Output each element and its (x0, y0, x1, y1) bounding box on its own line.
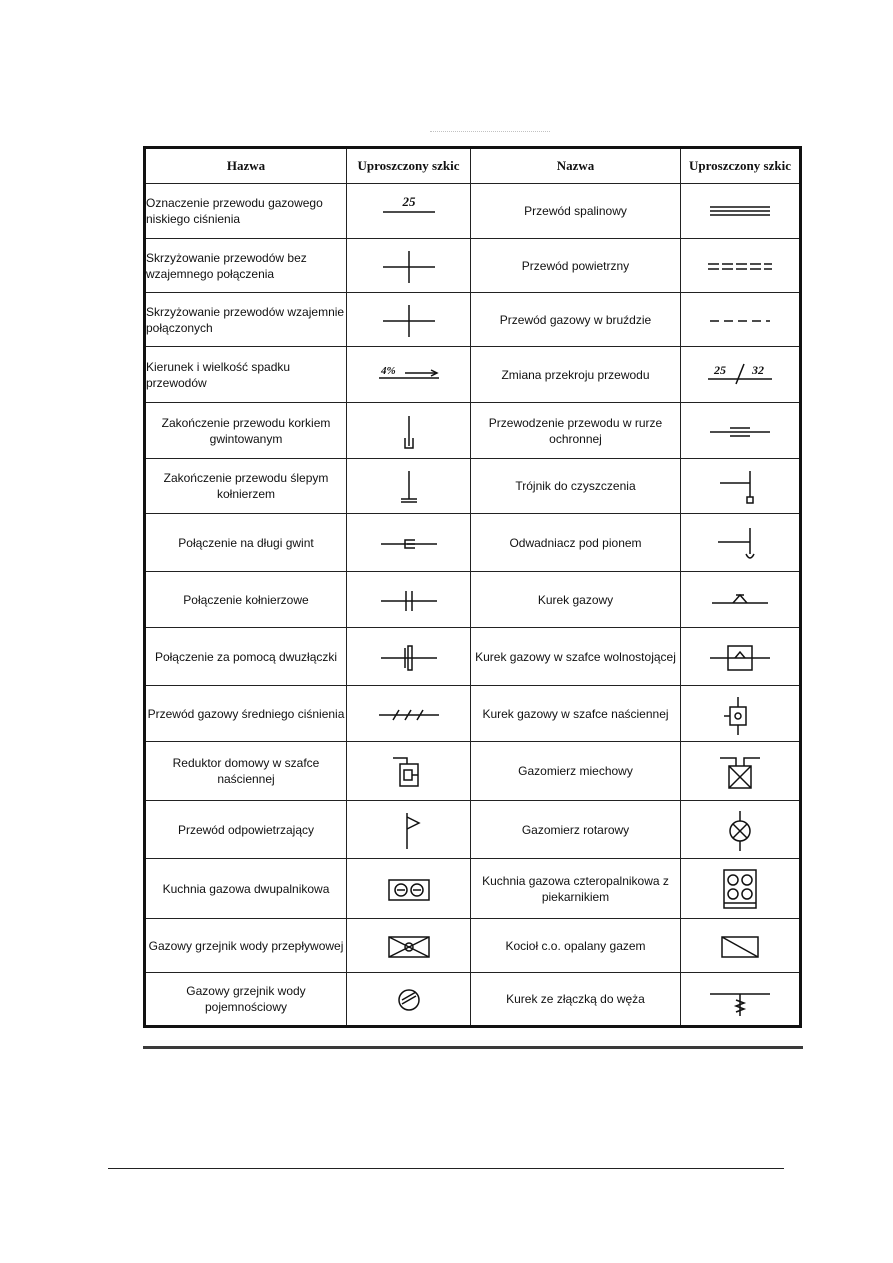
row-name-right: Przewód powietrzny (471, 239, 681, 293)
row-symbol-left (347, 459, 471, 514)
row-name-left: Reduktor domowy w szafce naściennej (145, 742, 347, 801)
header-name-left: Hazwa (145, 148, 347, 184)
double-dashed-line-symbol (700, 243, 780, 289)
drain-trap-symbol (700, 520, 780, 566)
cross-symbol (369, 297, 449, 343)
table-row (145, 403, 801, 459)
row-name-right: Kurek ze złączką do węża (471, 973, 681, 1027)
slope-arrow-symbol (369, 352, 449, 398)
row-name-right: Odwadniacz pod pionem (471, 514, 681, 572)
flow-water-heater-symbol (369, 923, 449, 969)
row-symbol-right (681, 293, 801, 347)
symbol-label: 25 (714, 362, 726, 377)
row-symbol-left (347, 973, 471, 1027)
reducer-cabinet-symbol (369, 748, 449, 794)
diameter-change-symbol (700, 352, 780, 398)
table-header-row (145, 148, 801, 184)
row-symbol-left (347, 239, 471, 293)
protective-sleeve-symbol (700, 408, 780, 454)
row-symbol-left (347, 686, 471, 742)
row-name-right: Gazomierz miechowy (471, 742, 681, 801)
table-row (145, 973, 801, 1027)
row-name-right: Kurek gazowy w szafce naściennej (471, 686, 681, 742)
row-symbol-right (681, 859, 801, 919)
row-symbol-right (681, 403, 801, 459)
row-symbol-right (681, 184, 801, 239)
table-row (145, 184, 801, 239)
table-row (145, 239, 801, 293)
table-row (145, 686, 801, 742)
row-symbol-right (681, 239, 801, 293)
vent-flag-symbol (369, 807, 449, 853)
row-symbol-left (347, 293, 471, 347)
table-row (145, 459, 801, 514)
table-shadow (143, 1046, 803, 1049)
row-name-right: Kurek gazowy w szafce wolnostojącej (471, 628, 681, 686)
cleaning-tee-symbol (700, 463, 780, 509)
symbol-label: 25 (402, 194, 415, 209)
header-sketch-left: Uproszczony szkic (347, 148, 471, 184)
table-row (145, 859, 801, 919)
row-symbol-left (347, 184, 471, 239)
footer-rule (108, 1168, 784, 1169)
hose-valve-symbol (700, 976, 780, 1022)
table-row (145, 628, 801, 686)
row-name-left: Przewód gazowy średniego ciśnienia (145, 686, 347, 742)
bellows-meter-symbol (700, 748, 780, 794)
storage-water-heater-symbol (369, 976, 449, 1022)
row-symbol-right (681, 514, 801, 572)
table-row (145, 801, 801, 859)
row-symbol-right (681, 919, 801, 973)
table-row (145, 347, 801, 403)
row-name-left: Połączenie za pomocą dwuzłączki (145, 628, 347, 686)
symbol-label: 4% (380, 364, 396, 377)
row-name-left: Skrzyżowanie przewodów wzajemnie połączonych (145, 293, 347, 347)
symbol-label: 32 (752, 362, 764, 377)
scan-artifact (430, 131, 550, 136)
row-name-left: Oznaczenie przewodu gazowego niskiego ciśnienia (145, 184, 347, 239)
row-symbol-right (681, 686, 801, 742)
dashed-line-symbol (700, 297, 780, 343)
table-row (145, 514, 801, 572)
row-name-right: Przewód spalinowy (471, 184, 681, 239)
row-symbol-right (681, 628, 801, 686)
table-body (145, 184, 801, 1027)
row-name-left: Kuchnia gazowa dwupalnikowa (145, 859, 347, 919)
four-burner-stove-symbol (700, 866, 780, 912)
row-name-left: Połączenie na długi gwint (145, 514, 347, 572)
header-sketch-right: Uproszczony szkic (681, 148, 801, 184)
row-symbol-left (347, 919, 471, 973)
blind-flange-symbol (369, 463, 449, 509)
cross-symbol (369, 243, 449, 289)
threaded-plug-symbol (369, 408, 449, 454)
line-label-25-symbol (369, 188, 449, 234)
row-symbol-left (347, 628, 471, 686)
row-name-left: Skrzyżowanie przewodów bez wzajemnego połączenia (145, 239, 347, 293)
long-thread-symbol (369, 520, 449, 566)
table-row (145, 919, 801, 973)
rotary-meter-symbol (700, 807, 780, 853)
row-symbol-left (347, 742, 471, 801)
gas-boiler-symbol (700, 923, 780, 969)
row-symbol-right (681, 742, 801, 801)
row-symbol-right (681, 347, 801, 403)
row-symbol-left (347, 347, 471, 403)
gas-symbols-table (143, 146, 802, 1028)
row-symbol-left (347, 403, 471, 459)
row-symbol-left (347, 572, 471, 628)
row-symbol-right (681, 572, 801, 628)
row-symbol-left (347, 859, 471, 919)
row-symbol-right (681, 459, 801, 514)
row-name-left: Gazowy grzejnik wody przepływowej (145, 919, 347, 973)
union-joint-symbol (369, 634, 449, 680)
row-name-left: Połączenie kołnierzowe (145, 572, 347, 628)
table-row (145, 742, 801, 801)
row-name-right: Kocioł c.o. opalany gazem (471, 919, 681, 973)
table-row (145, 293, 801, 347)
row-name-left: Zakończenie przewodu korkiem gwintowanym (145, 403, 347, 459)
row-symbol-right (681, 973, 801, 1027)
row-name-right: Zmiana przekroju przewodu (471, 347, 681, 403)
table-row (145, 572, 801, 628)
flange-joint-symbol (369, 577, 449, 623)
row-name-right: Trójnik do czyszczenia (471, 459, 681, 514)
row-symbol-left (347, 801, 471, 859)
row-name-left: Zakończenie przewodu ślepym kołnierzem (145, 459, 347, 514)
row-name-left: Przewód odpowietrzający (145, 801, 347, 859)
medium-pressure-line-symbol (369, 691, 449, 737)
row-symbol-right (681, 801, 801, 859)
row-name-right: Kurek gazowy (471, 572, 681, 628)
row-name-left: Gazowy grzejnik wody pojemnościowy (145, 973, 347, 1027)
row-name-right: Gazomierz rotarowy (471, 801, 681, 859)
two-burner-stove-symbol (369, 866, 449, 912)
triple-line-symbol (700, 188, 780, 234)
gas-valve-symbol (700, 577, 780, 623)
valve-wall-cabinet-symbol (700, 691, 780, 737)
row-symbol-left (347, 514, 471, 572)
row-name-right: Kuchnia gazowa czteropalnikowa z piekarnikiem (471, 859, 681, 919)
row-name-right: Przewodzenie przewodu w rurze ochronnej (471, 403, 681, 459)
valve-standing-cabinet-symbol (700, 634, 780, 680)
row-name-left: Kierunek i wielkość spadku przewodów (145, 347, 347, 403)
header-name-right: Nazwa (471, 148, 681, 184)
row-name-right: Przewód gazowy w bruździe (471, 293, 681, 347)
